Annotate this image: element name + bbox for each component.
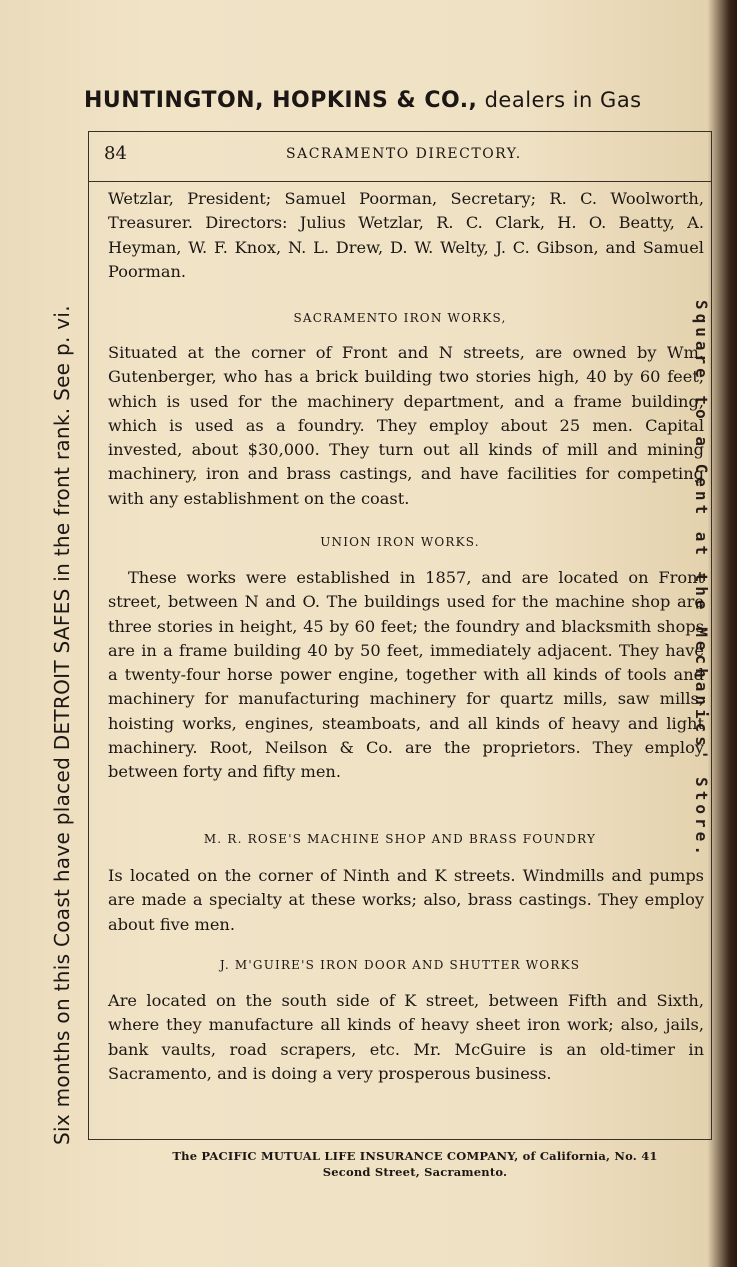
top-advertisement	[84, 88, 737, 113]
top-rule	[88, 131, 712, 132]
running-title: SACRAMENTO DIRECTORY.	[286, 146, 522, 162]
section-heading: M. R. ROSE'S MACHINE SHOP AND BRASS FOUNDRY	[203, 832, 597, 846]
header-rule	[88, 181, 712, 182]
section-heading: UNION IRON WORKS.	[320, 535, 480, 549]
opening-paragraph: Wetzlar, President; Samuel Poorman, Secretary; R. C. Woolworth, Treasurer. Directors: Julius Wetzlar, R. C. Clark, H. O. Beatty, A. Heyman, W. F. Knox, N. L. Drew, D. W. Welty, J. C. Gibson, and Samuel Poorman.	[108, 189, 704, 281]
section-body: Is located on the corner of Ninth and K streets. Windmills and pumps are made a specialty at these works; also, brass castings. They employ about five men.	[108, 866, 704, 934]
footer-line-1: The PACIFIC MUTUAL LIFE INSURANCE COMPANY, of California, No. 41	[172, 1149, 658, 1163]
bottom-rule	[88, 1139, 712, 1140]
left-side-advertisement: Six months on this Coast have placed DETROIT SAFES in the front rank. See p. vi.	[50, 305, 74, 1145]
footer-advertisement	[100, 1148, 730, 1180]
section-heading: SACRAMENTO IRON WORKS,	[293, 311, 507, 325]
section-body: These works were established in 1857, and are located on Front street, between N and O. The buildings used for the machine shop are three stories in height, 45 by 60 feet; the foundry and blacksmith shops are in a frame building 40 by 50 feet, immediately adjacent. They have a twenty-four horse power engine, together with all kinds of tools and machinery for manufacturing machinery for quartz mills, saw mills, hoisting works, engines, steamboats, and all kinds of heavy and light machinery. Root, Neilson & Co. are the proprietors. They employ between forty and fifty men.	[108, 568, 704, 782]
top-ad-company: HUNTINGTON, HOPKINS & CO.,	[84, 88, 478, 113]
section-body: Are located on the south side of K street, between Fifth and Sixth, where they manufacture all kinds of heavy sheet iron work; also, jails, bank vaults, road scrapers, etc. Mr. McGuire is an old-timer in Sacramento, and is doing a very prosperous business.	[108, 991, 704, 1083]
footer-line-2: Second Street, Sacramento.	[322, 1165, 508, 1179]
section-body: Situated at the corner of Front and N streets, are owned by Wm. Gutenberger, who has a brick building two stories high, 40 by 60 feet, which is used for the machinery department, and a frame building, which is used as a foundry. They employ about 25 men. Capital invested, about $30,000. They turn out all kinds of mill and mining machinery, iron and brass castings, and have facilities for competing with any establishment on the coast.	[108, 343, 704, 508]
section-heading: J. M'GUIRE'S IRON DOOR AND SHUTTER WORKS	[219, 958, 581, 972]
right-side-advertisement: Square to a Cent at the Mechanics' Store.	[692, 300, 711, 859]
top-ad-text: dealers in Gas	[477, 88, 642, 112]
page-number: 84	[104, 143, 127, 164]
